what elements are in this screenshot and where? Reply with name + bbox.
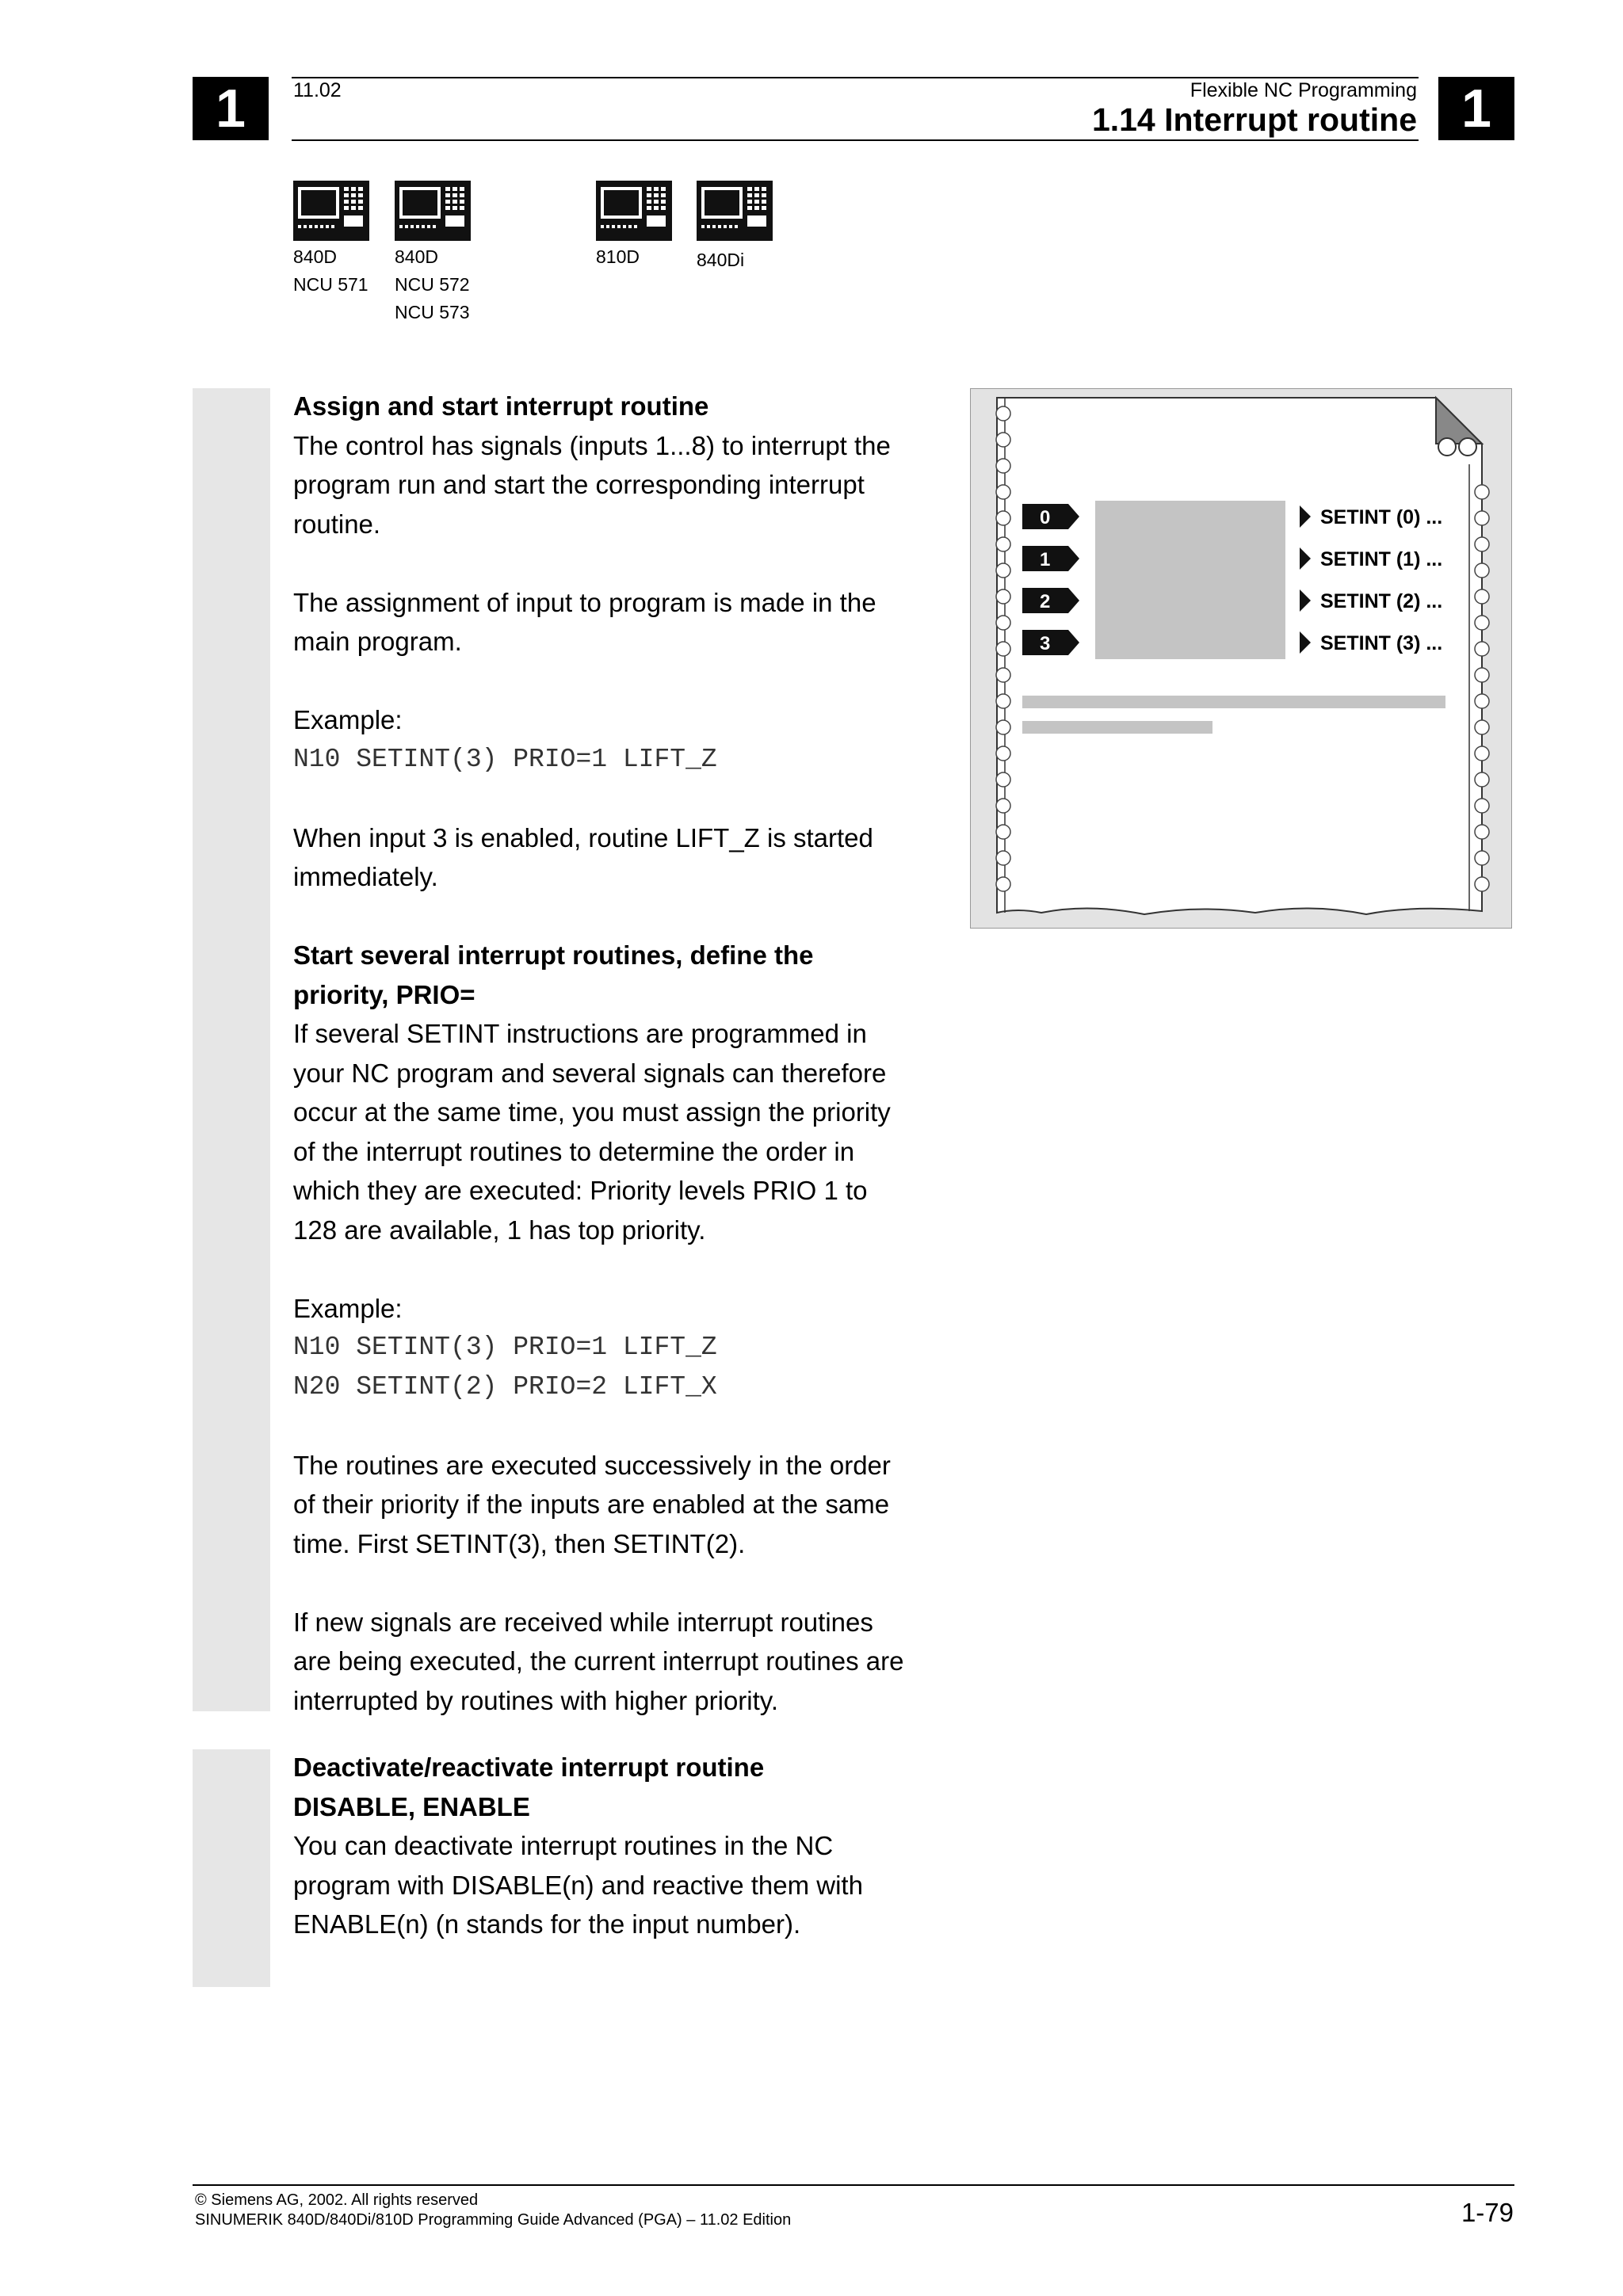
section-assign-start-interrupt [293, 387, 951, 1720]
body-line: interrupted by routines with higher priority. [293, 1685, 779, 1715]
chapter-number-right: 1 [1438, 77, 1514, 140]
interrupt-program-figure [970, 388, 1512, 929]
code-line: N10 SETINT(3) PRIO=1 LIFT_Z [293, 1333, 717, 1362]
body-line: ENABLE(n) (n stands for the input number). [293, 1909, 801, 1939]
body-line: 128 are available, 1 has top priority. [293, 1215, 706, 1245]
footer-copyright: © Siemens AG, 2002. All rights reserved [195, 2191, 479, 2209]
body-line: routine. [293, 509, 381, 539]
input-number: 2 [1040, 591, 1051, 612]
control-panel-icon [596, 181, 672, 241]
section-subheading: Start several interrupt routines, define the [293, 940, 814, 970]
section-heading: DISABLE, ENABLE [293, 1791, 530, 1821]
body-line: which they are executed: Priority levels PRIO 1 to [293, 1176, 868, 1205]
control-label-840d-ncu571 [293, 243, 369, 299]
body-line: program run and start the corresponding interrupt [293, 470, 865, 499]
body-line: time. First SETINT(3), then SETINT(2). [293, 1528, 746, 1558]
body-line: The control has signals (inputs 1...8) to interrupt the [293, 430, 891, 460]
chapter-number-left: 1 [193, 77, 269, 140]
header-rule-bottom [292, 139, 1419, 141]
control-panel-icon [395, 181, 471, 241]
control-label-810d [596, 243, 640, 271]
page-number: 1-79 [1461, 2198, 1514, 2227]
body-line: main program. [293, 627, 462, 656]
setint-label: SETINT (0) ... [1320, 506, 1443, 528]
input-number: 0 [1040, 507, 1051, 528]
body-line: occur at the same time, you must assign the priority [293, 1097, 891, 1127]
input-tag-3 [1022, 630, 1079, 655]
section-heading: Assign and start interrupt routine [293, 391, 709, 421]
setint-label: SETINT (2) ... [1320, 590, 1443, 612]
header-section-group: Flexible NC Programming [1190, 79, 1417, 101]
body-line: If several SETINT instructions are programmed in [293, 1019, 867, 1048]
header-rule-top [292, 77, 1419, 78]
control-panel-icon [293, 181, 369, 241]
setint-label: SETINT (3) ... [1320, 632, 1443, 654]
margin-bar [193, 1749, 270, 1987]
control-label-line: 840D [293, 246, 337, 267]
header-date: 11.02 [293, 79, 342, 101]
control-label-line: 840D [395, 246, 438, 267]
control-panel-icon [697, 181, 773, 241]
section-subheading: priority, PRIO= [293, 979, 475, 1009]
body-line: immediately. [293, 862, 438, 891]
example-label: Example: [293, 1293, 403, 1323]
header-section-title: 1.14 Interrupt routine [1091, 101, 1417, 138]
margin-bar [193, 388, 270, 1711]
setint-label: SETINT (1) ... [1320, 548, 1443, 570]
control-label-840di [697, 246, 744, 274]
body-line: are being executed, the current interrupt routines are [293, 1646, 904, 1676]
body-line: program with DISABLE(n) and reactive them with [293, 1870, 863, 1900]
code-line: N20 SETINT(2) PRIO=2 LIFT_X [293, 1371, 717, 1402]
control-label-line: NCU 572 [395, 274, 470, 295]
body-line: If new signals are received while interrupt routines [293, 1607, 873, 1637]
control-label-840d-ncu572 [395, 243, 470, 326]
input-tag-1 [1022, 546, 1079, 571]
body-line: You can deactivate interrupt routines in the NC [293, 1831, 834, 1860]
input-tag-2 [1022, 588, 1079, 613]
body-line: your NC program and several signals can therefore [293, 1058, 887, 1088]
input-number: 1 [1040, 549, 1051, 570]
section-deactivate-reactivate [293, 1748, 951, 1944]
example-label: Example: [293, 705, 403, 734]
input-tag-0 [1022, 504, 1079, 529]
code-line: N10 SETINT(3) PRIO=1 LIFT_Z [293, 744, 717, 774]
control-label-line: 840Di [697, 250, 745, 270]
input-number: 3 [1040, 633, 1051, 654]
control-label-line: 810D [596, 246, 640, 267]
body-line: of the interrupt routines to determine the order in [293, 1136, 855, 1166]
section-heading: Deactivate/reactivate interrupt routine [293, 1753, 765, 1782]
body-line: When input 3 is enabled, routine LIFT_Z is started [293, 822, 873, 852]
body-line: The routines are executed successively in the order [293, 1450, 891, 1480]
control-label-line: NCU 571 [293, 274, 369, 295]
footer-rule [193, 2184, 1514, 2186]
body-line: The assignment of input to program is made in the [293, 587, 876, 617]
control-label-line: NCU 573 [395, 302, 470, 322]
footer-book-title: SINUMERIK 840D/840Di/810D Programming Guide Advanced (PGA) – 11.02 Edition [195, 2211, 792, 2229]
body-line: of their priority if the inputs are enabled at the same [293, 1489, 890, 1519]
